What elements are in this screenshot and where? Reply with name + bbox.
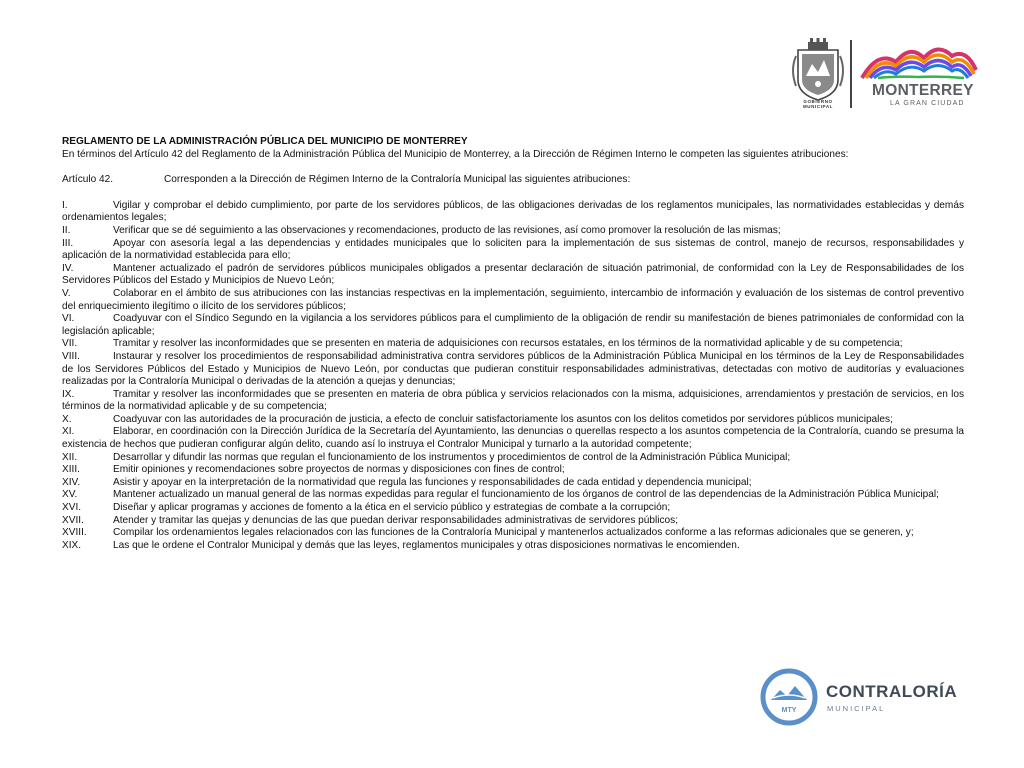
- attribution-number: IV.: [62, 262, 74, 274]
- attribution-item: [62, 477, 964, 490]
- attribution-text: Diseñar y aplicar programas y acciones de fomento a la ética en el servicio público y estrategias de combate a la corrupción;: [113, 502, 671, 514]
- contraloria-logo: [760, 668, 960, 726]
- attribution-number: XVII.: [62, 514, 84, 526]
- attribution-text: Compilar los ordenamientos legales relacionados con las funciones de la Contraloría Municipal y mantenerlos actualizados conforme a las reformas adicionales que se generen, y;: [113, 527, 914, 539]
- attribution-item: [62, 200, 964, 225]
- attribution-item: [62, 452, 964, 465]
- attribution-text: Coadyuvar con el Síndico Segundo en la vigilancia a los servidores públicos para el cumplimiento de la obligación de rendir su manifestación de bienes patrimoniales de conformidad con la legislación aplicable;: [62, 313, 964, 337]
- attribution-item: [62, 313, 964, 338]
- attribution-number: VII.: [62, 338, 78, 350]
- attribution-item: [62, 464, 964, 477]
- attribution-item: [62, 238, 964, 263]
- contraloria-circle-icon: [760, 668, 818, 726]
- attribution-text: Tramitar y resolver las inconformidades que se presenten en materia de obra pública y servicios relacionados con la misma, adquisiciones, arrendamientos y prestación de servicios, en los términos de la normatividad aplicable y de su competencia;: [62, 388, 964, 413]
- monterrey-mountain-logo-icon: [858, 40, 980, 82]
- attribution-item: [62, 502, 964, 515]
- attribution-text: Tramitar y resolver las inconformidades que se presenten en materia de adquisiciones con recursos estatales, en los términos de la normatividad aplicable y de su competencia;: [113, 338, 903, 350]
- contraloria-brand-name: CONTRALORÍA: [826, 682, 958, 701]
- header-logos: [788, 36, 988, 110]
- seal-caption: GOBIERNO MUNICIPAL: [802, 99, 834, 109]
- attribution-item: [62, 263, 964, 288]
- attribution-item: [62, 288, 964, 313]
- article-text: Corresponden a la Dirección de Régimen Interno de la Contraloría Municipal las siguientes atribuciones:: [164, 174, 631, 186]
- attribution-text: Elaborar, en coordinación con la Dirección Jurídica de la Secretaría del Ayuntamiento, las denuncias o querellas respecto a los asuntos competencia de la Contraloría, cuando se presuma la existencia de hechos que pudieran configurar algún delito, cuando así lo instruya el Contralor Municipal y turnarlo a la autoridad competente;: [62, 426, 964, 451]
- attribution-text: Emitir opiniones y recomendaciones sobre proyectos de normas y disposiciones con fines de control;: [113, 464, 565, 476]
- attribution-item: [62, 426, 964, 451]
- attribution-number: XVIII.: [62, 527, 87, 539]
- attribution-item: [62, 225, 964, 238]
- attribution-number: XVI.: [62, 502, 82, 514]
- attribution-text: Coadyuvar con las autoridades de la procuración de justicia, a efecto de concluir satisfactoriamente los asuntos con los delitos cometidos por servidores públicos municipales;: [113, 413, 893, 425]
- attribution-text: Mantener actualizado un manual general de las normas expedidas para regular el funcionamiento de los órganos de control de las dependencias de la Administración Pública Municipal;: [113, 489, 939, 501]
- attribution-text: Desarrollar y difundir las normas que regulan el funcionamiento de los instrumentos y procedimientos de control de la Administración Pública Municipal;: [113, 451, 791, 463]
- attribution-text: Las que le ordene el Contralor Municipal y demás que las leyes, reglamentos municipales y otras disposiciones normativas le encomienden.: [113, 539, 740, 551]
- attribution-number: V.: [62, 287, 71, 299]
- attribution-text: Instaurar y resolver los procedimientos de responsabilidad administrativa contra servidores públicos de la Administración Pública Municipal en los términos de la Ley de Responsabilidades de los Servidores Públicos del Estado y Municipios de Nuevo León, por conductas que pudieran constituir responsabilidades administrativas, detectadas con motivo de auditorías y evaluaciones realizadas por la Contraloría Municipal o derivadas de la atención a quejas y denuncias;: [62, 350, 964, 388]
- attribution-item: [62, 527, 964, 540]
- attribution-number: VI.: [62, 313, 75, 325]
- attribution-text: Verificar que se dé seguimiento a las observaciones y recomendaciones, producto de las revisiones, así como promover la resolución de las mismas;: [113, 224, 781, 236]
- attribution-number: XIV.: [62, 476, 81, 488]
- monterrey-brand-name: MONTERREY: [872, 82, 974, 99]
- attribution-item: [62, 515, 964, 528]
- attribution-number: I.: [62, 199, 68, 211]
- attribution-text: Colaborar en el ámbito de sus atribuciones con las instancias respectivas en la implementación, seguimiento, intercambio de información y evaluación de los sistemas de control preventivo del enriquecimiento ilegítimo o ilícito de los servidores públicos;: [62, 287, 964, 312]
- attribution-item: [62, 489, 964, 502]
- attribution-number: XIX.: [62, 539, 82, 551]
- attribution-number: XII.: [62, 451, 78, 463]
- attribution-item: [62, 351, 964, 389]
- attribution-number: III.: [62, 237, 74, 249]
- attributions-list: [62, 200, 964, 553]
- attribution-number: XV.: [62, 489, 78, 501]
- attribution-text: Mantener actualizado el padrón de servidores públicos municipales obligados a presentar declaración de situación patrimonial, de conformidad con la Ley de Responsabilidades de los Servidores Públicos del Estado y Municipios de Nuevo León;: [62, 262, 964, 287]
- attribution-text: Asistir y apoyar en la interpretación de la normatividad que regula las funciones y responsabilidades de cada entidad y dependencia municipal;: [113, 476, 752, 488]
- attribution-number: XIII.: [62, 464, 80, 476]
- attribution-number: VIII.: [62, 350, 80, 362]
- article-number: Artículo 42.: [62, 174, 114, 186]
- attribution-item: [62, 389, 964, 414]
- document-intro: En términos del Artículo 42 del Reglamento de la Administración Pública del Municipio de Monterrey, a la Dirección de Régimen Interno le competen las siguientes atribuciones:: [62, 148, 849, 160]
- attribution-text: Apoyar con asesoría legal a las dependencias y entidades municipales que lo soliciten para la implementación de sus sistemas de control, manejo de recursos, responsabilidades y aplicación de la normatividad establecida para ello;: [62, 237, 964, 262]
- attribution-number: X.: [62, 413, 72, 425]
- attribution-number: IX.: [62, 388, 75, 400]
- attribution-item: [62, 338, 964, 351]
- contraloria-circle-label: MTY: [781, 707, 797, 714]
- contraloria-brand-sub: MUNICIPAL: [827, 704, 886, 713]
- attribution-text: Vigilar y comprobar el debido cumplimiento, por parte de los servidores públicos, de las obligaciones derivadas de los reglamentos municipales, las normatividades establecidas y demás ordenamientos legales;: [62, 199, 964, 224]
- document-title: REGLAMENTO DE LA ADMINISTRACIÓN PÚBLICA DEL MUNICIPIO DE MONTERREY: [62, 136, 468, 147]
- document-body: [62, 136, 964, 552]
- monterrey-tagline: LA GRAN CIUDAD: [890, 100, 965, 107]
- logo-divider: [850, 40, 852, 108]
- attribution-text: Atender y tramitar las quejas y denuncias de las que puedan derivar responsabilidades administrativas de servidores públicos;: [113, 514, 679, 526]
- attribution-number: II.: [62, 224, 71, 236]
- article-heading: [62, 174, 964, 187]
- attribution-item: [62, 414, 964, 427]
- attribution-number: XI.: [62, 426, 75, 438]
- attribution-item: [62, 540, 964, 553]
